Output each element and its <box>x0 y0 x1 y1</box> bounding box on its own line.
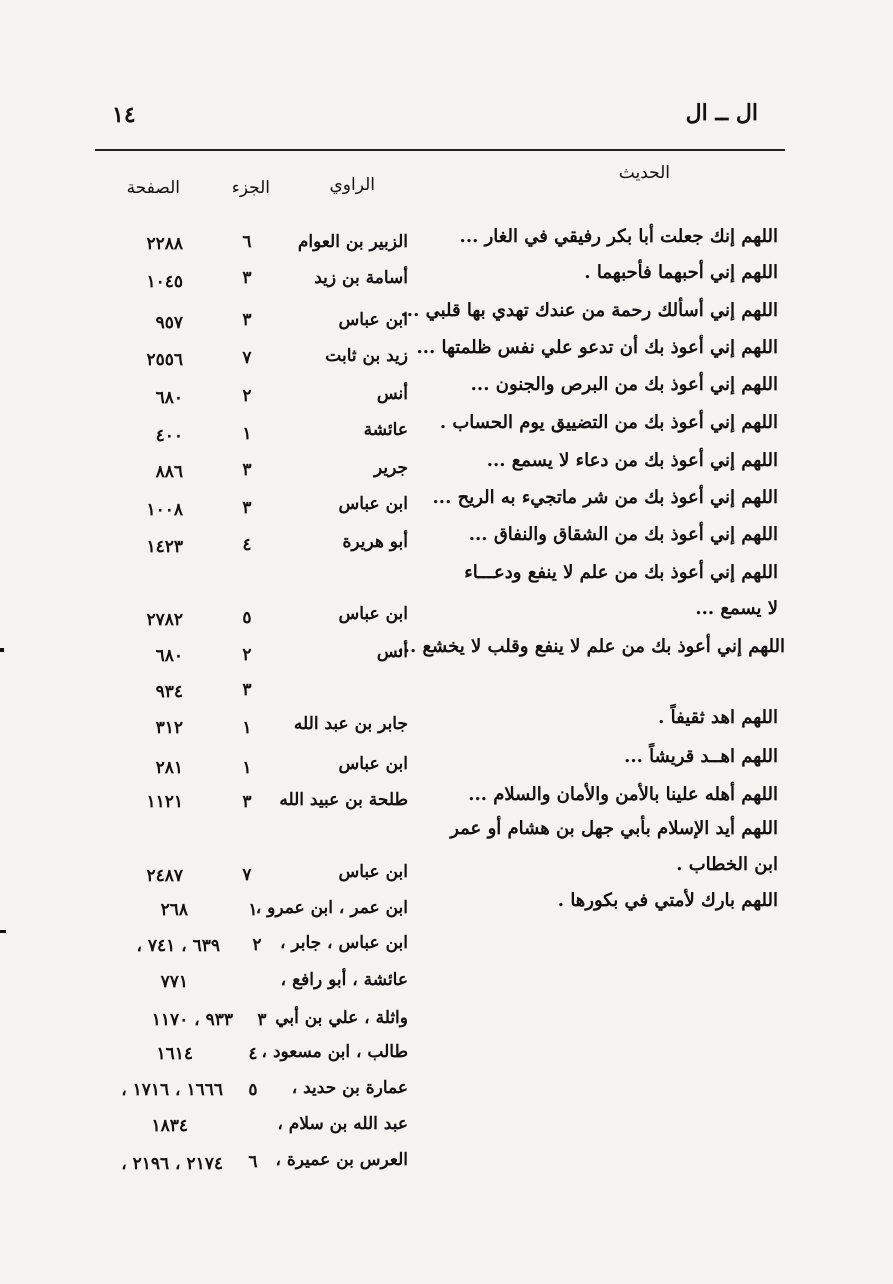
page-cell: ٦٣٩ ، ٧٤١ ، <box>136 936 220 956</box>
narrator-cell: أنس <box>376 642 408 662</box>
narrator-cell: عبد الله بن سلام ، <box>277 1114 408 1134</box>
volume-cell: ٧ <box>242 348 252 368</box>
narrator-cell: جابر بن عبد الله <box>293 714 408 734</box>
narrator-cell: ابن عباس ، جابر ، <box>279 933 408 953</box>
page-cell: ٩٣٤ <box>155 682 183 702</box>
hadith-line: ابن الخطاب . <box>676 854 778 875</box>
volume-cell: ٧ <box>242 865 252 885</box>
volume-cell: ٢ <box>242 645 252 665</box>
volume-cell: ٥ <box>248 1080 258 1100</box>
page-cell: ٨٨٦ <box>155 462 183 482</box>
scan-mark <box>0 648 4 652</box>
hadith-line: اللهم إني أعوذ بك من البرص والجنون ... <box>470 374 778 395</box>
volume-cell: ٦ <box>242 232 252 252</box>
column-header-volume: الجزء <box>231 178 270 198</box>
hadith-line: اللهم إني أعوذ بك من الشقاق والنفاق ... <box>468 524 778 545</box>
narrator-cell: العرس بن عميرة ، <box>275 1150 408 1170</box>
column-header-narrator: الراوي <box>329 175 375 195</box>
page-cell: ٢٤٨٧ <box>146 866 183 886</box>
volume-cell: ٣ <box>242 460 252 480</box>
column-header-hadith: الحديث <box>618 163 670 183</box>
hadith-line: اللهم أيد الإسلام بأبي جهل بن هشام أو عمر <box>450 818 778 839</box>
page-cell: ٣١٢ <box>155 718 183 738</box>
page-cell: ١٤٢٣ <box>146 537 183 557</box>
column-header-page: الصفحة <box>126 178 180 198</box>
page-cell: ٧٧١ <box>160 972 188 992</box>
page-number: ١٤ <box>112 102 136 128</box>
volume-cell: ٣ <box>242 310 252 330</box>
hadith-line: اللهم أهله علينا بالأمن والأمان والسلام ... <box>468 784 778 805</box>
page-cell: ٢٥٥٦ <box>146 350 183 370</box>
narrator-cell: ابن عباس <box>338 862 408 882</box>
page-cell: ١٦١٤ <box>156 1044 193 1064</box>
page-cell: ٩٥٧ <box>155 313 183 333</box>
hadith-line: اللهم بارك لأمتي في بكورها . <box>557 890 778 911</box>
page-cell: ١٠٤٥ <box>146 272 183 292</box>
narrator-cell: ابن عمر ، ابن عمرو ، <box>255 898 408 918</box>
narrator-cell: أنس <box>376 384 408 404</box>
narrator-cell: زيد بن ثابت <box>325 346 408 366</box>
hadith-line: اللهم اهــد قريشاً ... <box>624 746 778 767</box>
volume-cell: ١ <box>242 758 252 778</box>
volume-cell: ٣ <box>242 268 252 288</box>
hadith-line: اللهم إني أسألك رحمة من عندك تهدي بها قلبي ... <box>400 300 778 321</box>
page-cell: ٢٨١ <box>155 758 183 778</box>
running-header: ال ــ ال <box>685 100 758 126</box>
page-cell: ٦٨٠ <box>155 388 183 408</box>
volume-cell: ٣ <box>242 498 252 518</box>
volume-cell: ٢ <box>252 935 262 955</box>
volume-cell: ٣ <box>242 792 252 812</box>
volume-cell: ٣ <box>257 1010 267 1030</box>
page-cell: ٤٠٠ <box>155 426 183 446</box>
page-cell: ٢٢٨٨ <box>146 234 183 254</box>
volume-cell: ٢ <box>242 386 252 406</box>
hadith-line: اللهم إني أعوذ بك من التضييق يوم الحساب . <box>439 412 778 433</box>
hadith-line: اللهم إني أعوذ بك من علم لا ينفع ودعـــاء <box>464 562 778 583</box>
page-cell: ٢٧٨٢ <box>146 610 183 630</box>
hadith-line: اللهم إني أعوذ بك من شر ماتجيء به الريح ... <box>432 487 778 508</box>
narrator-cell: ابن عباس <box>338 754 408 774</box>
narrator-cell: طلحة بن عبيد الله <box>279 790 408 810</box>
header-rule <box>95 149 785 151</box>
volume-cell: ١ <box>242 424 252 444</box>
page-cell: ٦٨٠ <box>155 646 183 666</box>
hadith-line: اللهم اهد ثقيفاً . <box>658 707 778 728</box>
volume-cell: ١ <box>248 900 258 920</box>
hadith-line: اللهم إني أعوذ بك أن تدعو علي نفس ظلمتها ... <box>416 337 778 358</box>
narrator-cell: واثلة ، علي بن أبي <box>275 1008 408 1028</box>
narrator-cell: الزبير بن العوام <box>297 232 408 252</box>
page-cell: ١٠٠٨ <box>146 500 183 520</box>
volume-cell: ٤ <box>248 1044 258 1064</box>
narrator-cell: ابن عباس <box>338 494 408 514</box>
narrator-cell: جرير <box>374 458 408 478</box>
narrator-cell: ابن عباس <box>338 604 408 624</box>
narrator-cell: أسامة بن زيد <box>314 268 408 288</box>
hadith-line: اللهم إني أعوذ بك من دعاء لا يسمع ... <box>486 450 778 471</box>
volume-cell: ٦ <box>248 1152 258 1172</box>
volume-cell: ٤ <box>242 535 252 555</box>
narrator-cell: عائشة <box>363 420 408 440</box>
hadith-line: اللهم إني أعوذ بك من علم لا ينفع وقلب لا يخشع ... <box>397 636 785 657</box>
page-cell: ٢١٧٤ ، ٢١٩٦ ، <box>121 1154 223 1174</box>
hadith-line: اللهم إنك جعلت أبا بكر رفيقي في الغار ... <box>459 226 778 247</box>
narrator-cell: طالب ، ابن مسعود ، <box>261 1042 408 1062</box>
volume-cell: ١ <box>242 718 252 738</box>
narrator-cell: ابن عباس <box>338 310 408 330</box>
page-cell: ١٨٣٤ <box>151 1116 188 1136</box>
hadith-line: لا يسمع ... <box>695 598 778 619</box>
page-cell: ٩٣٣ ، ١١٧٠ <box>151 1010 233 1030</box>
volume-cell: ٥ <box>242 608 252 628</box>
narrator-cell: عائشة ، أبو رافع ، <box>280 970 408 990</box>
narrator-cell: أبو هريرة <box>342 532 408 552</box>
hadith-line: اللهم إني أحبهما فأحبهما . <box>584 262 778 283</box>
page-cell: ١٦٦٦ ، ١٧١٦ ، <box>121 1080 223 1100</box>
page-cell: ٢٦٨ <box>160 900 188 920</box>
volume-cell: ٣ <box>242 680 252 700</box>
scan-mark <box>0 930 6 933</box>
page-cell: ١١٢١ <box>146 792 183 812</box>
narrator-cell: عمارة بن حديد ، <box>291 1078 408 1098</box>
